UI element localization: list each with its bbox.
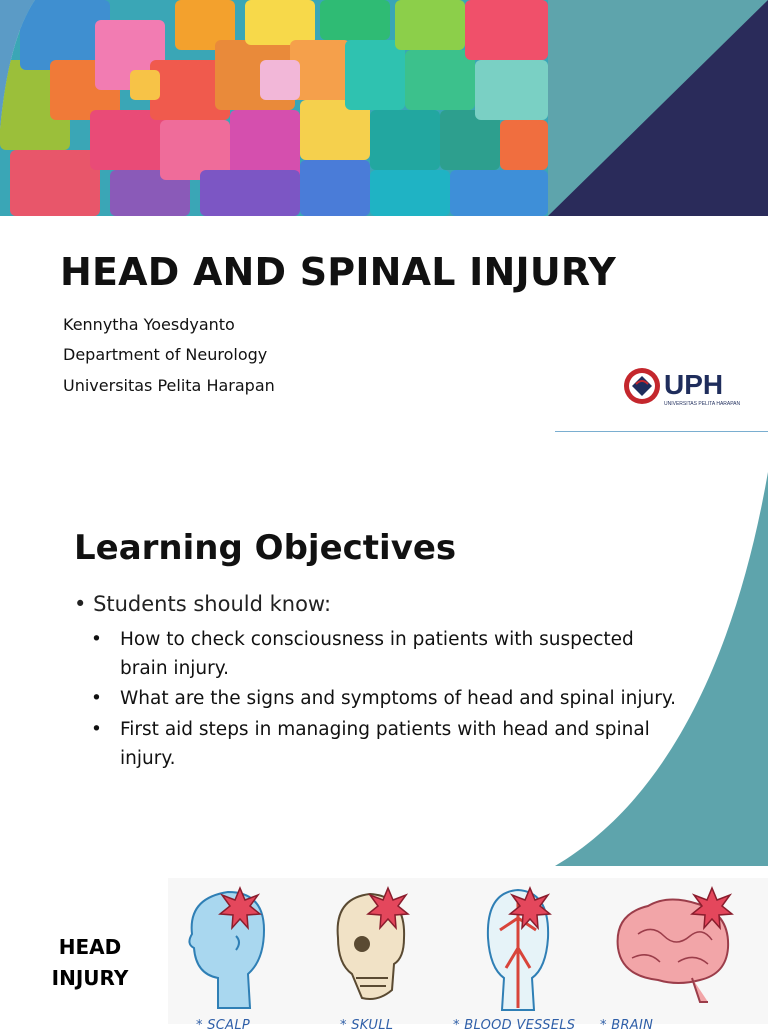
injury-burst-icon (218, 886, 262, 930)
injury-burst-icon (366, 886, 410, 930)
objective-lead-text: Students should know: (93, 592, 332, 616)
objective-item-text: How to check consciousness in patients with suspected brain injury. (120, 629, 634, 679)
uph-logo-name: UPH (664, 369, 724, 400)
scalp-label: * SCALP (196, 1018, 251, 1033)
uph-logo-subtitle: UNIVERSITAS PELITA HARAPAN (664, 401, 741, 407)
colorful-blocks-image (0, 0, 768, 216)
objective-item (91, 715, 680, 773)
objective-item-text: What are the signs and symptoms of head and spinal injury. (120, 688, 677, 709)
objective-item-text: First aid steps in managing patients with head and spinal injury. (120, 719, 650, 769)
brain-label: * BRAIN (600, 1018, 654, 1033)
author-name: Kennytha Yoesdyanto (63, 315, 235, 334)
slide-title: HEAD INJURY (51, 935, 129, 990)
department-name: Department of Neurology (63, 345, 268, 364)
objectives-slide (0, 432, 768, 866)
presentation-title: HEAD AND SPINAL INJURY (60, 250, 616, 294)
head-injury-slide (0, 866, 768, 1033)
title-slide (0, 0, 768, 432)
bullet-icon: • (91, 629, 102, 650)
uph-logo (622, 364, 748, 408)
bullet-icon: • (91, 719, 102, 740)
skull-label: * SKULL (340, 1018, 394, 1033)
injury-burst-icon (508, 886, 552, 930)
university-name: Universitas Pelita Harapan (63, 376, 275, 395)
anatomy-illustrations (168, 878, 768, 1033)
bullet-icon: • (91, 688, 102, 709)
blood-vessels-label: * BLOOD VESSELS (453, 1018, 576, 1033)
objective-lead: • Students should know: (74, 592, 332, 616)
slide-title: Learning Objectives (74, 528, 457, 568)
objective-item (91, 625, 680, 683)
injury-burst-icon (690, 886, 734, 930)
objective-item (91, 684, 680, 713)
